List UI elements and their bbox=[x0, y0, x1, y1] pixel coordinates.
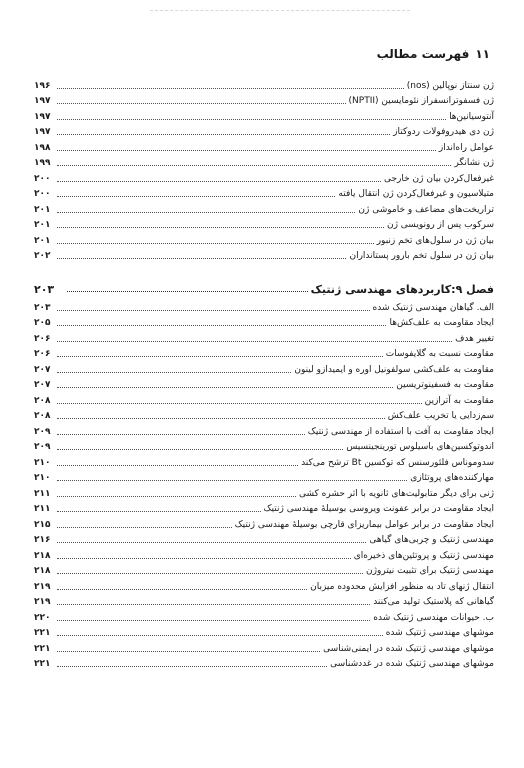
leader-dots bbox=[57, 480, 407, 481]
toc-entry-page: ۲۱۹ bbox=[34, 597, 51, 607]
toc-entry bbox=[34, 624, 494, 640]
toc-entry-title: موشهای مهندسی ژنتیک شده در غدد‌شناسی bbox=[330, 659, 494, 669]
leader-dots bbox=[57, 403, 422, 404]
chapter-heading bbox=[34, 276, 494, 296]
toc-entry bbox=[34, 438, 494, 454]
leader-dots bbox=[57, 604, 370, 605]
toc-entry-page: ۲۰۹ bbox=[34, 442, 51, 452]
toc-entry-title: موشهای مهندسی ژنتیک شده bbox=[385, 628, 494, 638]
leader-dots bbox=[57, 418, 385, 419]
leader-dots bbox=[57, 635, 383, 636]
leader-dots bbox=[57, 341, 452, 342]
toc-entry-title: انتقال ژنهای تاد به منظور افزایش محدوده میزبان bbox=[310, 581, 494, 592]
toc-entry-title: بیان ژن در سلول تخم بارور پستانداران bbox=[349, 251, 494, 261]
leader-dots bbox=[57, 372, 291, 373]
toc-entry bbox=[34, 123, 494, 139]
leader-dots bbox=[57, 542, 366, 543]
toc-entry-page: ۲۲۱ bbox=[34, 628, 51, 638]
toc-entry-title: تغییر هدف bbox=[455, 333, 494, 344]
toc-entry-title: مقاومت نسبت به گلایفوسات bbox=[385, 349, 494, 359]
leader-dots bbox=[57, 227, 384, 228]
leader-dots bbox=[57, 434, 305, 435]
toc-entry-title: ایجاد مقاومت در برابر عوامل بیماریزای قارچی بوسیلهٔ مهندسی ژنتیک bbox=[234, 519, 494, 530]
toc-entry-title: اندوتوکسین‌های باسیلوس تورینجینسیس bbox=[346, 442, 494, 452]
toc-entry bbox=[34, 484, 494, 500]
leader-dots bbox=[57, 212, 355, 213]
scan-artifact bbox=[150, 10, 410, 13]
toc-entry bbox=[34, 345, 494, 361]
toc-entry-title: ب. حیوانات مهندسی ژنتیک شده bbox=[373, 612, 494, 623]
toc-entry bbox=[34, 593, 494, 609]
table-of-contents bbox=[34, 76, 494, 670]
toc-entry-page: ۲۰۲ bbox=[34, 251, 51, 261]
toc-entry-page: ۲۰۹ bbox=[34, 426, 51, 437]
toc-entry bbox=[34, 422, 494, 438]
toc-entry bbox=[34, 185, 494, 201]
toc-entry-title: ژن فسفوترانسفراز نئومایسین (NPTII) bbox=[348, 96, 494, 106]
toc-entry bbox=[34, 639, 494, 655]
toc-entry-title: ایجاد مقاومت به آفت با استفاده از مهندسی ژنتیک bbox=[307, 426, 494, 437]
leader-dots bbox=[57, 573, 363, 574]
header-page-number: ۱۱ bbox=[475, 47, 490, 61]
leader-dots bbox=[57, 356, 383, 357]
leader-dots bbox=[57, 496, 296, 497]
toc-entry-title: سدوموناس فلئورسنس که توکسین Bt ترشح می‌کند bbox=[301, 457, 494, 468]
toc-entry-page: ۱۹۹ bbox=[34, 158, 51, 168]
toc-entry-title: مهندسی ژنتیک و چربی‌های گیاهی bbox=[369, 535, 494, 545]
leader-dots bbox=[57, 666, 327, 667]
toc-entry-page: ۲۱۱ bbox=[34, 504, 51, 514]
toc-entry-title: الف. گیاهان مهندسی ژنتیک شده bbox=[372, 302, 494, 313]
toc-entry-title: متیلاسیون و غیرفعال‌کردن ژن انتقال یافته bbox=[338, 189, 494, 199]
toc-entry bbox=[34, 469, 494, 485]
toc-entry-page: ۲۱۸ bbox=[34, 550, 51, 561]
toc-entry-page: ۲۱۸ bbox=[34, 566, 51, 576]
toc-entry-page: ۲۱۵ bbox=[34, 519, 51, 530]
leader-dots bbox=[67, 291, 308, 292]
toc-entry-title: ژنی برای دیگر متابولیت‌های ثانویه با اثر حشره کشی bbox=[298, 488, 494, 499]
toc-entry-page: ۲۰۰ bbox=[34, 173, 51, 184]
toc-entry-title: مقاومت به فسفینوتریسین bbox=[396, 380, 494, 390]
leader-dots bbox=[57, 589, 307, 590]
leader-dots bbox=[57, 134, 390, 135]
toc-entry-page: ۲۱۶ bbox=[34, 535, 51, 545]
toc-entry-page: ۲۰۷ bbox=[34, 364, 51, 375]
leader-dots bbox=[57, 88, 404, 89]
toc-entry-page: ۲۰۸ bbox=[34, 411, 51, 421]
toc-entry bbox=[34, 231, 494, 247]
toc-entry-page: ۲۰۱ bbox=[34, 204, 51, 215]
leader-dots bbox=[57, 620, 370, 621]
toc-entry-page: ۱۹۶ bbox=[34, 80, 51, 91]
chapter-title: فصل ۹:کاربردهای مهندسی ژنتیک bbox=[310, 283, 494, 296]
toc-entry-title: مهندسی ژنتیک برای تثبیت نیتروژن bbox=[366, 566, 494, 576]
toc-entry bbox=[34, 577, 494, 593]
toc-entry-title: تراریخت‌های مضاعف و خاموشی ژن bbox=[358, 204, 494, 215]
toc-entry-title: بیان ژن در سلول‌های تخم زنبور bbox=[376, 235, 494, 246]
toc-entry-page: ۲۲۰ bbox=[34, 612, 51, 623]
toc-entry-title: مهندسی ژنتیک و پروتئین‌های ذخیره‌ای bbox=[353, 550, 494, 561]
toc-entry bbox=[34, 314, 494, 330]
toc-entry bbox=[34, 608, 494, 624]
toc-entry-page: ۲۰۸ bbox=[34, 395, 51, 406]
leader-dots bbox=[57, 243, 374, 244]
toc-entry-title: ایجاد مقاومت در برابر عفونت ویروسی بوسیلهٔ مهندسی ژنتیک bbox=[263, 504, 494, 514]
toc-entry-title: ژن سنتاز نوپالین (nos) bbox=[406, 80, 494, 91]
leader-dots bbox=[57, 465, 298, 466]
toc-entry-title: موشهای مهندسی ژنتیک شده در ایمنی‌شناسی bbox=[323, 643, 494, 654]
header-title: فهرست مطالب bbox=[376, 47, 470, 61]
toc-entry-title: غیرفعال‌کردن بیان ژن خارجی bbox=[383, 173, 494, 184]
toc-entry bbox=[34, 376, 494, 392]
toc-entry-page: ۲۱۰ bbox=[34, 473, 51, 483]
toc-entry bbox=[34, 546, 494, 562]
toc-entry bbox=[34, 329, 494, 345]
toc-entry-page: ۲۰۶ bbox=[34, 349, 51, 359]
toc-section-2 bbox=[34, 298, 494, 670]
toc-section-1 bbox=[34, 76, 494, 262]
leader-dots bbox=[57, 165, 451, 166]
leader-dots bbox=[57, 449, 343, 450]
toc-entry-title: سرکوب پس از رونویسی ژن bbox=[386, 220, 494, 230]
toc-entry-page: ۲۱۹ bbox=[34, 581, 51, 592]
toc-entry-title: مهارکننده‌های پروتئازی bbox=[410, 473, 494, 483]
toc-entry-page: ۲۲۱ bbox=[34, 643, 51, 654]
toc-entry bbox=[34, 391, 494, 407]
page-header bbox=[34, 44, 490, 64]
leader-dots bbox=[57, 150, 436, 151]
toc-entry bbox=[34, 216, 494, 232]
leader-dots bbox=[57, 325, 386, 326]
toc-entry-page: ۱۹۷ bbox=[34, 96, 51, 106]
leader-dots bbox=[57, 651, 320, 652]
toc-entry-page: ۱۹۷ bbox=[34, 127, 51, 137]
toc-entry-page: ۲۰۷ bbox=[34, 380, 51, 390]
toc-entry bbox=[34, 500, 494, 516]
toc-entry bbox=[34, 655, 494, 671]
toc-entry bbox=[34, 562, 494, 578]
leader-dots bbox=[57, 119, 446, 120]
toc-entry bbox=[34, 154, 494, 170]
toc-entry bbox=[34, 407, 494, 423]
toc-entry bbox=[34, 531, 494, 547]
toc-entry-title: آنتوسیانین‌ها bbox=[449, 111, 494, 122]
toc-entry-title: عوامل راه‌انداز bbox=[438, 142, 494, 153]
toc-entry bbox=[34, 247, 494, 263]
toc-entry bbox=[34, 200, 494, 216]
toc-entry-title: ژن نشانگر bbox=[454, 158, 494, 168]
toc-entry-title: ژن دی هیدروفولات ردوکتاز bbox=[393, 127, 494, 137]
leader-dots bbox=[57, 181, 381, 182]
leader-dots bbox=[57, 558, 351, 559]
toc-entry-page: ۲۰۳ bbox=[34, 302, 51, 313]
leader-dots bbox=[57, 103, 346, 104]
toc-entry-title: ایجاد مقاومت به علف‌کش‌ها bbox=[389, 318, 494, 328]
toc-entry bbox=[34, 138, 494, 154]
toc-entry bbox=[34, 169, 494, 185]
toc-entry bbox=[34, 360, 494, 376]
toc-entry-page: ۲۰۵ bbox=[34, 318, 51, 328]
leader-dots bbox=[57, 258, 346, 259]
toc-entry bbox=[34, 76, 494, 92]
toc-entry-page: ۱۹۷ bbox=[34, 111, 51, 122]
toc-entry-page: ۲۰۱ bbox=[34, 235, 51, 246]
toc-entry-title: سم‌زدایی یا تخریب علف‌کش bbox=[387, 411, 494, 421]
toc-entry-page: ۲۲۱ bbox=[34, 659, 51, 669]
leader-dots bbox=[57, 196, 335, 197]
toc-entry-title: مقاومت به آترازین bbox=[424, 395, 494, 406]
toc-entry-page: ۲۰۰ bbox=[34, 189, 51, 199]
toc-entry bbox=[34, 298, 494, 314]
toc-entry-page: ۲۱۱ bbox=[34, 488, 51, 499]
toc-entry-page: ۲۰۱ bbox=[34, 220, 51, 230]
toc-entry-page: ۱۹۸ bbox=[34, 142, 51, 153]
toc-entry bbox=[34, 107, 494, 123]
leader-dots bbox=[57, 310, 370, 311]
toc-entry-page: ۲۱۰ bbox=[34, 457, 51, 468]
leader-dots bbox=[57, 527, 232, 528]
toc-entry-title: گیاهانی که پلاستیک تولید می‌کنند bbox=[373, 597, 494, 607]
toc-entry bbox=[34, 92, 494, 108]
toc-entry-page: ۲۰۶ bbox=[34, 333, 51, 344]
toc-entry bbox=[34, 453, 494, 469]
leader-dots bbox=[57, 511, 261, 512]
toc-entry bbox=[34, 515, 494, 531]
leader-dots bbox=[57, 387, 393, 388]
toc-entry-title: مقاومت به علف‌کشی سولفونیل اوره و ایمیدازو لینون bbox=[294, 364, 494, 375]
chapter-page: ۲۰۳ bbox=[34, 283, 55, 296]
